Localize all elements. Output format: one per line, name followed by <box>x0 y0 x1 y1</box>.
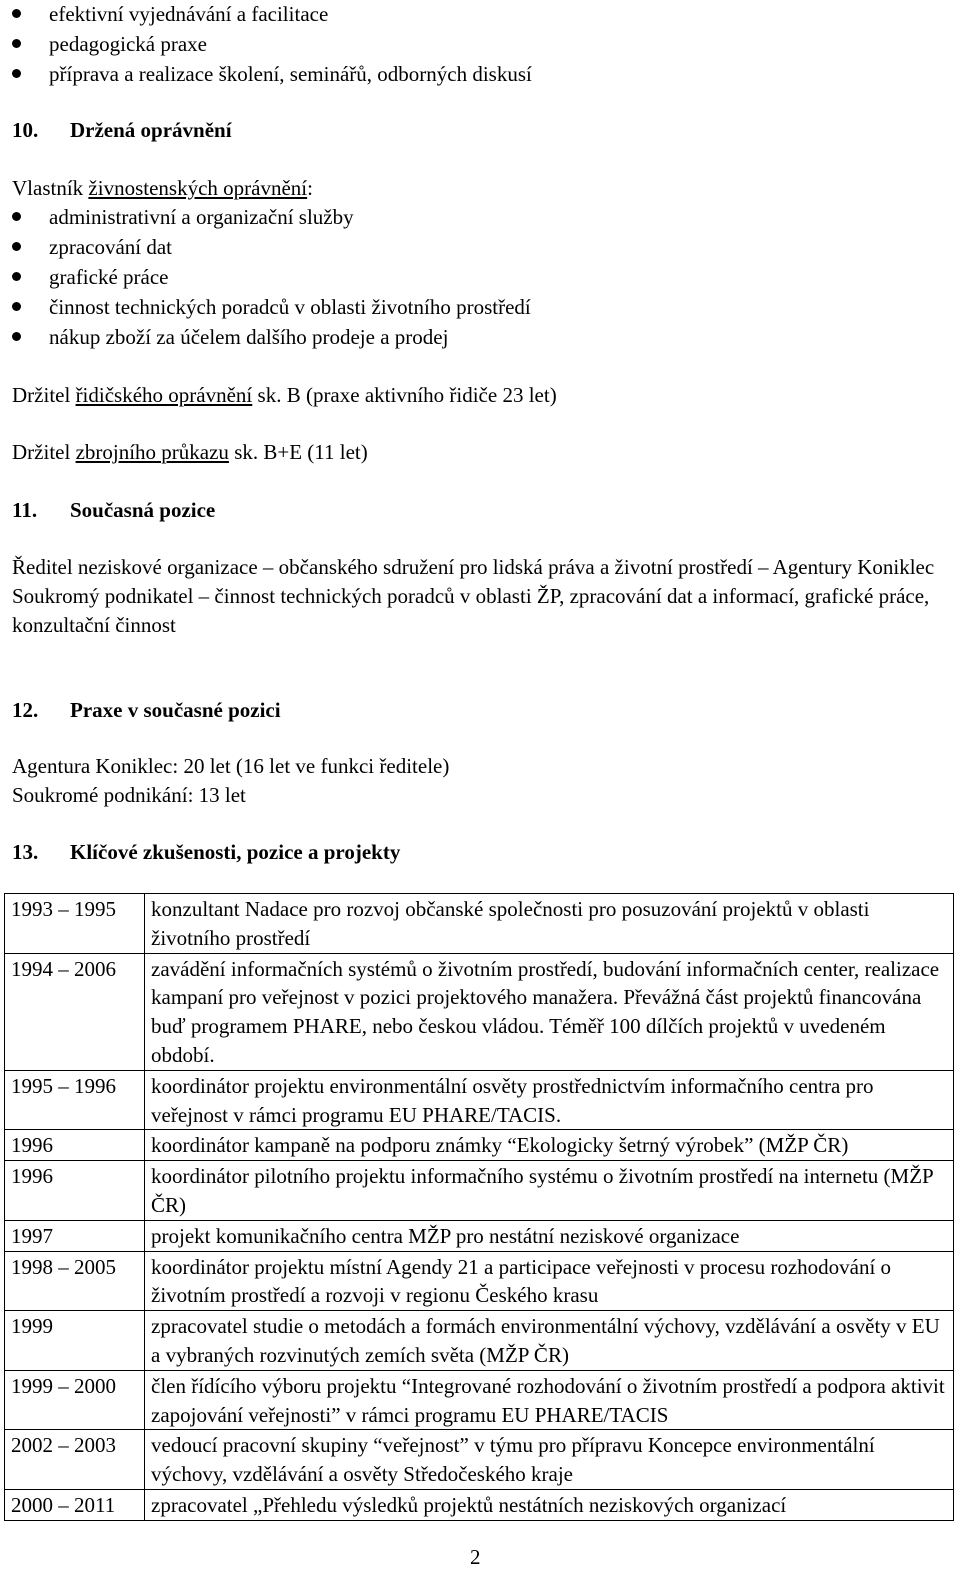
section-title: Klíčové zkušenosti, pozice a projekty <box>70 840 401 864</box>
gun-license-line <box>12 438 368 467</box>
list-item: příprava a realizace školení, seminářů, odborných diskusí <box>12 60 532 90</box>
table-row <box>5 1130 954 1161</box>
experience-table <box>4 893 954 1521</box>
section-10-heading <box>12 116 232 145</box>
table-cell-description: konzultant Nadace pro rozvoj občanské společnosti pro posuzování projektů v oblasti životního prostředí <box>145 894 954 954</box>
table-row <box>5 953 954 1070</box>
table-row <box>5 1311 954 1371</box>
label-text: sk. B+E (11 let) <box>228 440 368 464</box>
section-title: Současná pozice <box>70 498 216 522</box>
table-cell-description: vedoucí pracovní skupiny “veřejnost” v týmu pro přípravu Koncepce environmentální výchovy, vzdělávání a osvěty Středočeského kraje <box>145 1430 954 1490</box>
section-title: Držená oprávnění <box>70 118 232 142</box>
table-cell-years: 1999 <box>5 1311 145 1371</box>
list-item: efektivní vyjednávání a facilitace <box>12 0 532 30</box>
table-cell-description: zpracovatel studie o metodách a formách environmentální výchovy, vzdělávání a osvěty v EU a vybraných rozvinutých zemích světa (MŽP ČR) <box>145 1311 954 1371</box>
table-cell-description: koordinátor pilotního projektu informačního systému o životním prostředí na internetu (MŽP ČR) <box>145 1161 954 1221</box>
paragraph: Agentura Koniklec: 20 let (16 let ve funkci ředitele) <box>12 754 450 778</box>
list-item: administrativní a organizační služby <box>12 203 531 233</box>
section-number: 10. <box>12 118 39 142</box>
driver-license-link: řidičského oprávnění <box>75 383 253 407</box>
table-row <box>5 1070 954 1130</box>
label-text: Držitel <box>12 383 76 407</box>
table-cell-years: 2000 – 2011 <box>5 1489 145 1520</box>
trade-license-label <box>12 174 313 203</box>
table-cell-description: projekt komunikačního centra MŽP pro nestátní neziskové organizace <box>145 1220 954 1251</box>
table-cell-years: 1999 – 2000 <box>5 1370 145 1430</box>
list-item: činnost technických poradců v oblasti životního prostředí <box>12 293 531 323</box>
list-item: nákup zboží za účelem dalšího prodeje a prodej <box>12 323 531 353</box>
section-title: Praxe v současné pozici <box>70 698 281 722</box>
label-text: Držitel <box>12 440 76 464</box>
section-number: 12. <box>12 698 39 722</box>
paragraph: Ředitel neziskové organizace – občanského sdružení pro lidská práva a životní prostředí – Agentury Koniklec <box>12 555 935 579</box>
list-item: grafické práce <box>12 263 531 293</box>
gun-license-link: zbrojního průkazu <box>75 440 229 464</box>
trade-license-list <box>12 203 531 353</box>
section-12-heading <box>12 696 281 725</box>
paragraph: Soukromé podnikání: 13 let <box>12 783 246 807</box>
table-row <box>5 894 954 954</box>
label-text: Vlastník <box>12 176 89 200</box>
intro-bullet-list <box>12 0 532 90</box>
table-cell-description: zavádění informačních systémů o životním prostředí, budování informačních center, realizace kampaní pro veřejnost v pozici projektového manažera. Převážná část projektů financována buď programem PHARE, nebo českou vládou. Téměř 100 dílčích projektů v uvedeném období. <box>145 953 954 1070</box>
table-cell-description: zpracovatel „Přehledu výsledků projektů nestátních neziskových organizací <box>145 1489 954 1520</box>
table-cell-years: 1994 – 2006 <box>5 953 145 1070</box>
label-text: sk. B (praxe aktivního řidiče 23 let) <box>252 383 557 407</box>
list-item: zpracování dat <box>12 233 531 263</box>
paragraph: Soukromý podnikatel – činnost technických poradců v oblasti ŽP, zpracování dat a informací, grafické práce, konzultační činnost <box>12 584 930 637</box>
table-row <box>5 1251 954 1311</box>
current-position-text <box>12 553 947 640</box>
section-13-heading <box>12 838 400 867</box>
page-number: 2 <box>470 1545 481 1569</box>
table-row <box>5 1430 954 1490</box>
section-number: 11. <box>12 498 38 522</box>
table-cell-years: 1993 – 1995 <box>5 894 145 954</box>
driver-license-line <box>12 381 557 410</box>
trade-license-link: živnostenských oprávnění <box>88 176 308 200</box>
practice-text <box>12 752 449 810</box>
table-cell-description: koordinátor projektu environmentální osvěty prostřednictvím informačního centra pro veřejnost v rámci programu EU PHARE/TACIS. <box>145 1070 954 1130</box>
table-cell-years: 2002 – 2003 <box>5 1430 145 1490</box>
table-cell-years: 1995 – 1996 <box>5 1070 145 1130</box>
table-cell-years: 1996 <box>5 1161 145 1221</box>
table-row <box>5 1489 954 1520</box>
section-number: 13. <box>12 840 39 864</box>
table-row <box>5 1370 954 1430</box>
table-cell-description: koordinátor kampaně na podporu známky “Ekologicky šetrný výrobek” (MŽP ČR) <box>145 1130 954 1161</box>
table-cell-years: 1997 <box>5 1220 145 1251</box>
table-row <box>5 1220 954 1251</box>
table-cell-description: koordinátor projektu místní Agendy 21 a participace veřejnosti v procesu rozhodování o životním prostředí a rozvoji v regionu Českého krasu <box>145 1251 954 1311</box>
table-row <box>5 1161 954 1221</box>
list-item: pedagogická praxe <box>12 30 532 60</box>
table-cell-description: člen řídícího výboru projektu “Integrované rozhodování o životním prostředí a podpora aktivit zapojování veřejnosti” v rámci programu EU PHARE/TACIS <box>145 1370 954 1430</box>
section-11-heading <box>12 496 215 525</box>
table-cell-years: 1996 <box>5 1130 145 1161</box>
table-cell-years: 1998 – 2005 <box>5 1251 145 1311</box>
label-text: : <box>307 176 313 200</box>
